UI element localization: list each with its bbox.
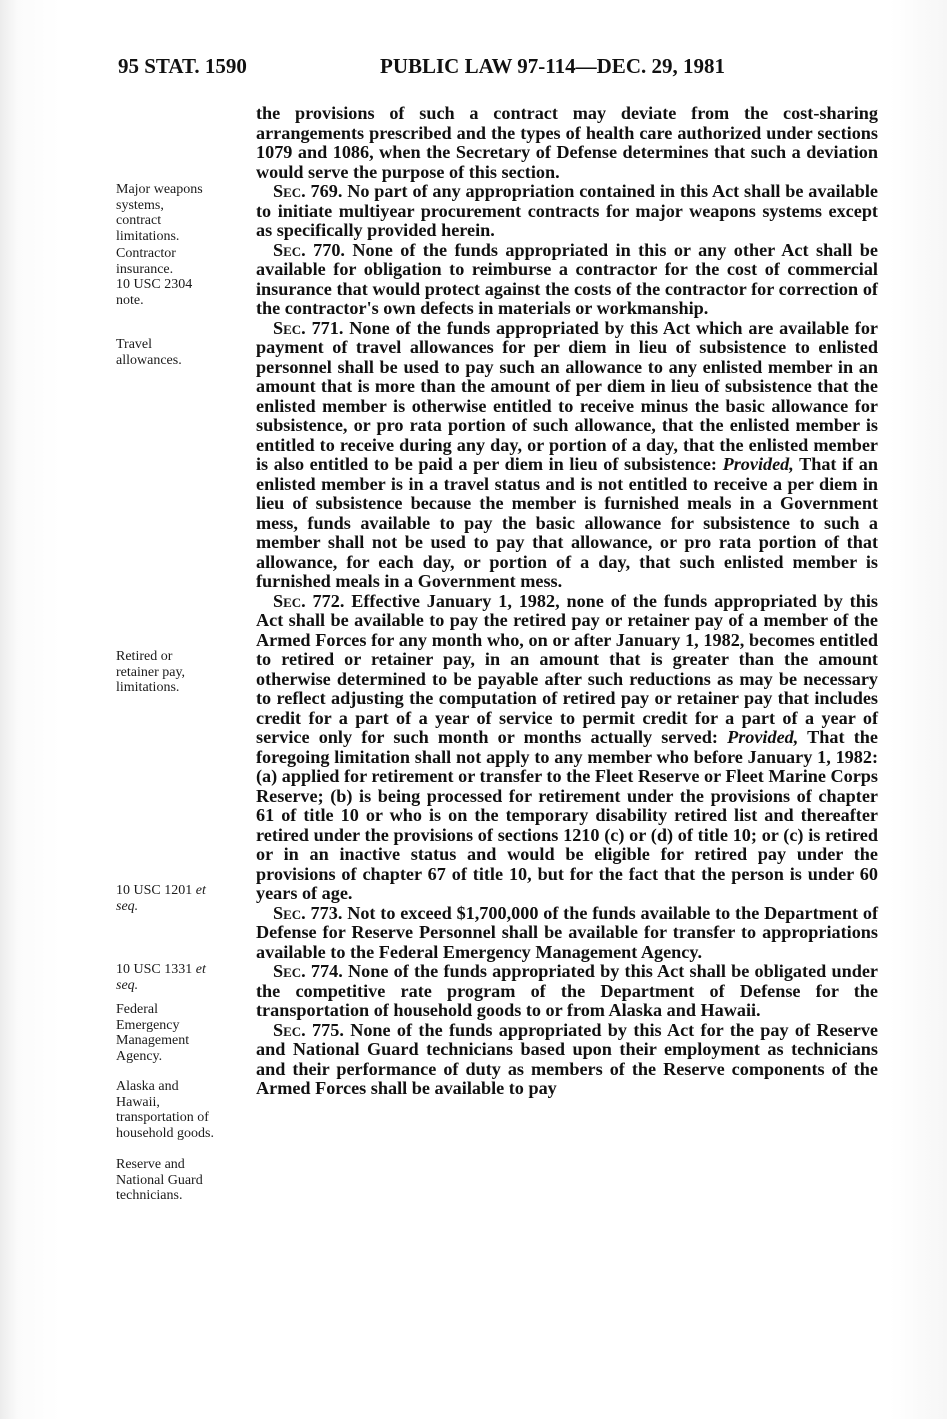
section-774: Sec. 774. None of the funds appropriated by this Act shall be obligated under the competitive rate program of the Department of Defense for the transportation of household goods to or from Alaska and Hawaii. [256, 961, 878, 1020]
margin-note-10-usc-1331: 10 USC 1331 et seq. [116, 962, 206, 993]
margin-note-reserve-technicians: Reserve and National Guard technicians. [116, 1157, 203, 1204]
margin-note-10-usc-1201: 10 USC 1201 et seq. [116, 883, 206, 914]
margin-note-fema: Federal Emergency Management Agency. [116, 1002, 190, 1065]
section-770: Sec. 770. None of the funds appropriated in this or any other Act shall be available for obligation to reimburse a contractor for the cost of commercial insurance that would protect against the costs of the contractor for correction of the contractor's own defects in materials or workmanship. [256, 239, 878, 318]
margin-note-retired-pay: Retired or retainer pay, limitations. [116, 649, 186, 696]
law-title: PUBLIC LAW 97-114—DEC. 29, 1981 [380, 54, 725, 78]
margin-note-contractor-insurance: Contractor insurance. 10 USC 2304 note. [116, 246, 193, 309]
section-771: Sec. 771. None of the funds appropriated by this Act which are available for payment of travel allowances for per diem in lieu of subsistence to enlisted personnel shall be used to pay such an allowance to any enlisted member in an amount that is more than the amount of per diem in lieu of subsistence that the enlisted member is otherwise entitled to receive minus the basic allowance for subsistence, or pro rata portion of such allowance, that the enlisted member is entitled to receive during any day, or portion of a day, that the enlisted member is also entitled to be paid a per diem in lieu of subsistence: Provided, That if an enlisted member is in a travel status and is not entitled to receive a per diem in lieu of subsistence because the member is furnished meals in a Government mess, funds available to pay the basic allowance for subsistence to such a member shall not be used to pay that allowance, or pro rata portion of that allowance, for each day, or portion of a day, that such enlisted member is furnished meals in a Government mess. [256, 317, 879, 591]
margin-note-travel-allowances: Travel allowances. [116, 337, 182, 368]
section-772: Sec. 772. Effective January 1, 1982, none of the funds appropriated by this Act shall be available to pay the retired pay or retainer pay of a member of the Armed Forces for any month who, on or after January 1, 1982, becomes entitled to retired or retainer pay, in an amount that is greater than the amount otherwise determined to be payable after such reductions as may be necessary to reflect adjusting the computation of retired pay or retainer pay that includes credit for a part of a year of service to permit credit for a part of a year of service only for such month or months actually served: Provided, That the foregoing limitation shall not apply to any member who before January 1, 1982: (a) applied for retirement or transfer to the Fleet Reserve or Fleet Marine Corps Reserve; (b) is being processed for retirement under the provisions of chapter 61 of title 10 or who is on the temporary disability retired list and thereafter retired under the provisions of sections 1210 (c) or (d) of title 10; or (c) is retired or in an inactive status and would be eligible for retired pay under the provisions of chapter 67 of title 10, but for the fact that the person is under 60 years of age. [256, 590, 878, 903]
section-773: Sec. 773. Not to exceed $1,700,000 of the funds available to the Department of Defense for Reserve Personnel shall be available for transfer to appropriations available to the Federal Emergency Management Agency. [256, 902, 878, 962]
margin-note-major-weapons: Major weapons systems, contract limitations. [116, 182, 203, 245]
page-header [118, 54, 878, 84]
section-769: Sec. 769. No part of any appropriation contained in this Act shall be available to initiate multiyear procurement contracts for major weapons systems except as specifically provided herein. [256, 181, 878, 240]
margin-note-alaska-hawaii: Alaska and Hawaii, transportation of household goods. [116, 1079, 214, 1142]
section-775: Sec. 775. None of the funds appropriated by this Act for the pay of Reserve and National Guard technicians based upon their employment as technicians and their performance of duty as members of the Reserve components of the Armed Forces shall be available to pay [256, 1019, 878, 1098]
body-text [256, 104, 878, 1099]
page-number: 95 STAT. 1590 [118, 54, 247, 78]
paragraph-continuation: the provisions of such a contract may deviate from the cost-sharing arrangements prescribed and the types of health care authorized under sections 1079 and 1086, when the Secretary of Defense determines that such a deviation would serve the purpose of this section. [256, 103, 878, 182]
